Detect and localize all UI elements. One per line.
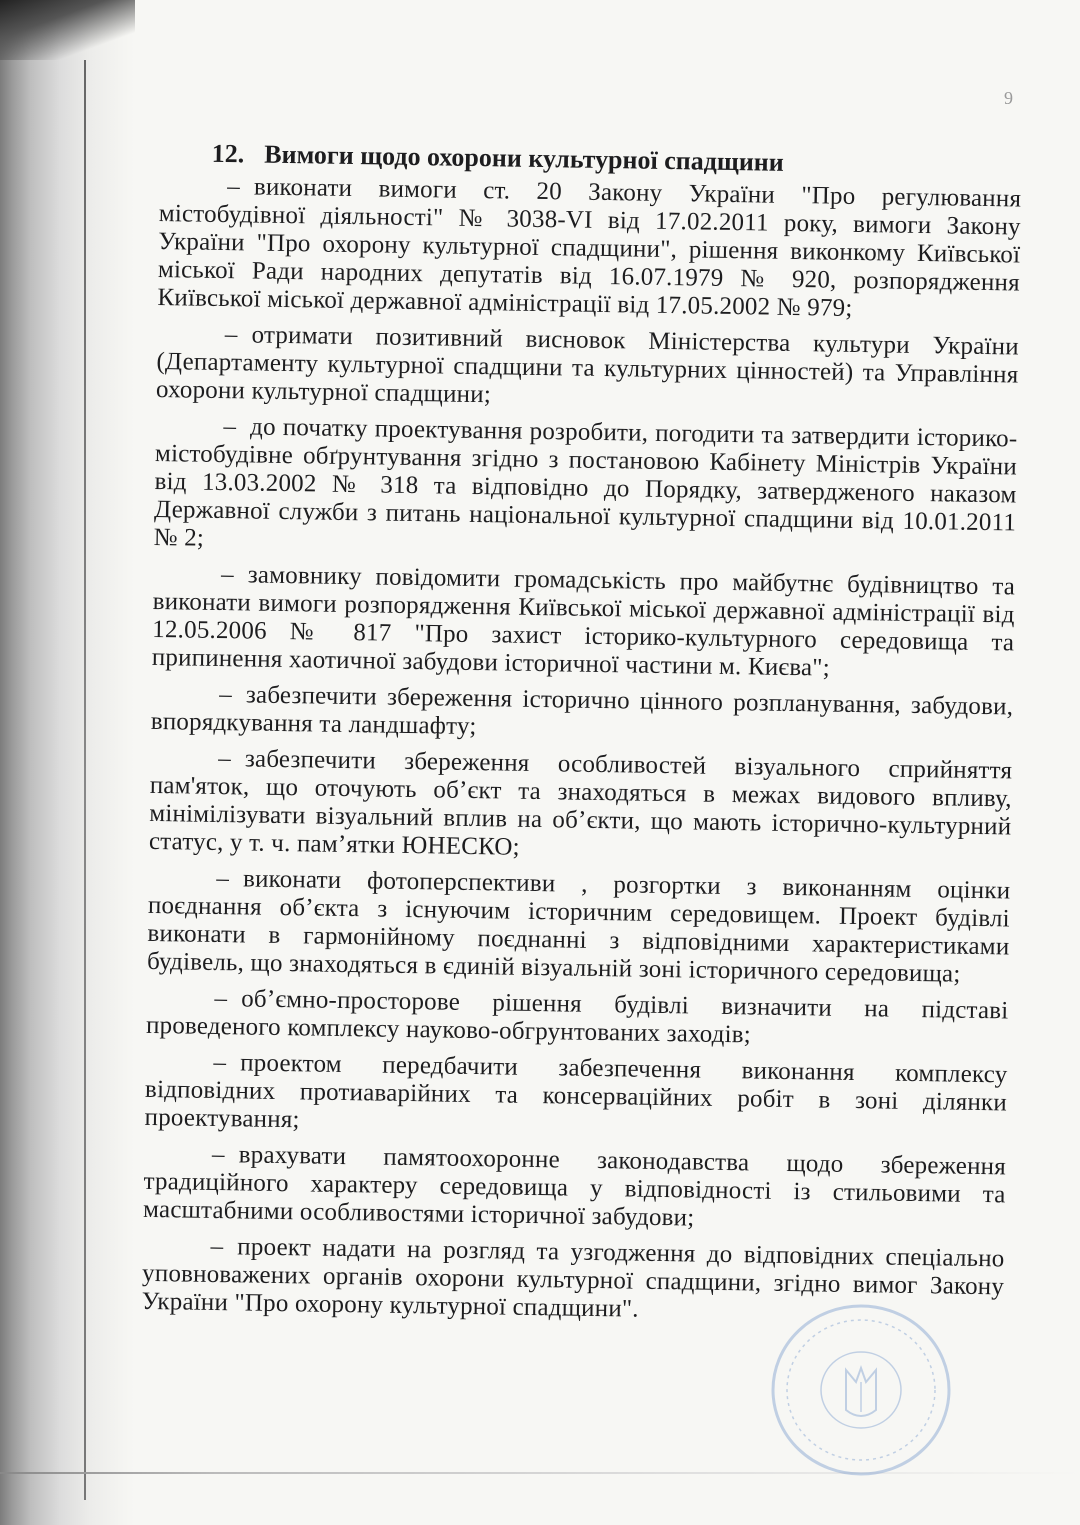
list-dash: – — [211, 1140, 225, 1169]
paragraph-1 — [157, 172, 1021, 326]
list-dash: – — [219, 681, 233, 709]
section-number: 12. — [211, 138, 245, 169]
list-dash: – — [214, 984, 228, 1013]
list-dash: – — [223, 413, 237, 441]
list-dash: – — [216, 864, 230, 893]
paragraph-text: виконати фотоперспективи , розгортки з виконанням оцінки поєднання об’єкта з існуючим історичним середовищем. Проект будівлі виконати в гармонійному поєднанні з відповідними характеристиками будівель, що знаходяться в єдиній візуальній зоні історичного середовища; — [146, 865, 1011, 988]
paragraph-text: замовнику повідомити громадськість про майбутнє будівництво та виконати вимоги розпорядження Київської міської державної адміністрації від 12.05.2006 № 817 "Про захист історико-культурного середовища та припинення хаотичної забудови історичної частини м. Києва"; — [151, 561, 1016, 682]
scan-corner-shadow — [0, 0, 135, 60]
page-number: 9 — [1004, 88, 1013, 108]
paragraph-text: забезпечити збереження особливостей візуального сприйняття пам'яток, що оточують об’єкт та знаходяться в межах видового впливу, мінімілізувати візуальний вплив на об’єкти, що мають історично-культурний статус, у т. ч. пам’ятки ЮНЕСКО; — [148, 745, 1013, 861]
paragraph-7 — [147, 864, 1011, 990]
paragraph-text: забезпечити збереження історично цінного розпланування, забудови, впорядкування та ландшафту; — [150, 681, 1014, 741]
paragraph-6 — [149, 744, 1013, 870]
paragraph-text: до початку проектування розробити, погодити та затвердити історико-містобудівне обґрунтування згідно з постановою Кабінету Міністрів України від 13.03.2002 № 318 та відповідно до Порядку, затвердженого наказом Державної служби з питань національної культурної спадщини від 10.01.2011 № 2; — [153, 413, 1018, 552]
paragraph-text: отримати позитивний висновок Міністерства культури України (Департаменту культурної спадщини та культурних цінностей) та Управління охорони культурної спадщини; — [155, 321, 1020, 409]
paragraph-8 — [146, 984, 1009, 1054]
list-dash: – — [213, 1048, 227, 1077]
paragraph-text: проектом передбачити забезпечення виконання комплексу відповідних протиаварійних та консерваційних робіт в зоні ділянки проектування; — [144, 1049, 1008, 1134]
paragraph-text: проект надати на розгляд та узгодження до відповідних спеціально уповноважених органів охорони культурної спадщини, згідно вимог Закону України "Про охорону культурної спадщини". — [141, 1233, 1005, 1323]
list-dash: – — [224, 321, 238, 349]
section-title: Вимоги щодо охорони культурної спадщини — [264, 139, 785, 177]
paragraph-3 — [153, 412, 1017, 566]
document-content — [141, 138, 1022, 1337]
binding-line — [84, 60, 86, 1500]
paragraph-5 — [151, 680, 1014, 750]
paragraph-10 — [143, 1140, 1006, 1238]
list-dash: – — [210, 1232, 224, 1261]
list-dash: – — [218, 744, 232, 773]
official-stamp — [766, 1300, 956, 1480]
list-dash: – — [220, 561, 235, 589]
paragraph-text: об’ємно-просторове рішення будівлі визначити на підставі проведеного комплексу науково-обгрунтованих заходів; — [145, 985, 1009, 1049]
paragraph-4 — [152, 560, 1016, 686]
paragraph-2 — [156, 320, 1019, 418]
binding-shadow — [0, 0, 135, 1525]
paragraph-9 — [144, 1048, 1007, 1146]
list-dash: – — [227, 173, 241, 201]
paragraph-text: врахувати памятоохоронне законодавства щодо збереження традиційного характеру середовища у відповідності із стильовими та масштабними особливостями історичної забудови; — [142, 1141, 1007, 1232]
paragraph-text: виконати вимоги ст. 20 Закону України "Про регулювання містобудівної діяльності" № 3038-VI від 17.02.2011 року, вимоги Закону України "Про охорону культурної спадщини", рішення виконкому Київської міської Ради народних депутатів від 16.07.1979 № 920, розпорядження Київської міської державної адміністрації від 17.05.2002 № 979; — [157, 173, 1022, 322]
